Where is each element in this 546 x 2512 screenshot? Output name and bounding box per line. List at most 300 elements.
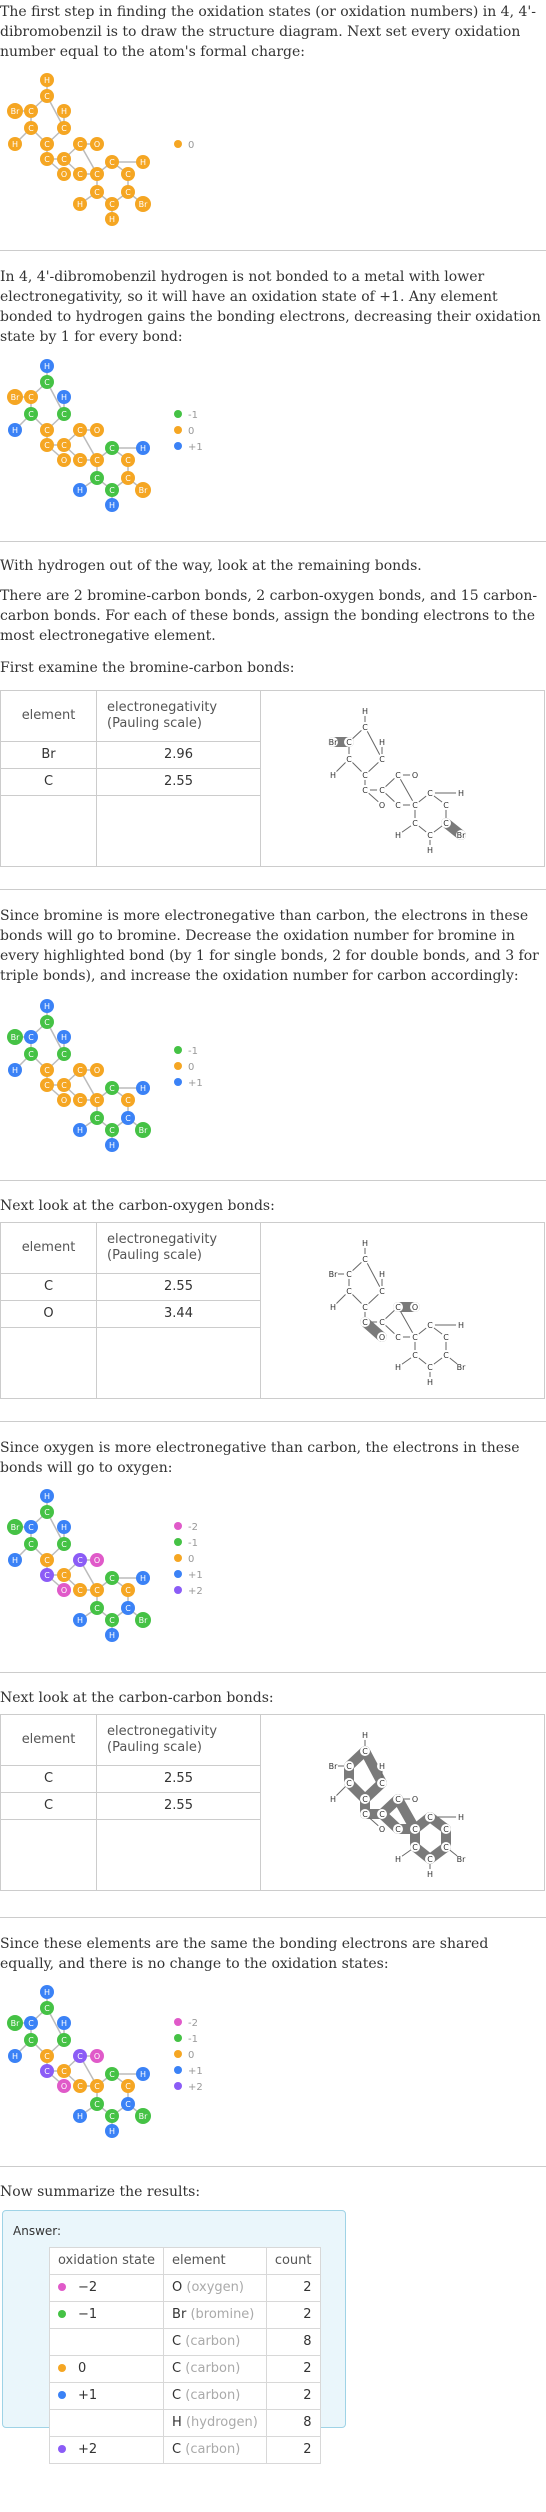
atom-c — [40, 1063, 54, 1077]
legend-label: -1 — [188, 1046, 198, 1057]
atom-h — [73, 2109, 87, 2123]
atom-label: C — [361, 771, 368, 780]
atom-label: C — [94, 2100, 100, 2109]
atom-label: C — [44, 1066, 50, 1075]
divider — [0, 1180, 546, 1181]
atom-label: H — [60, 393, 68, 402]
atom-label: H — [378, 738, 385, 747]
empty-cell — [97, 1820, 261, 1891]
oxidation-state-cell — [50, 2275, 164, 2302]
legend-item — [174, 410, 198, 422]
atom-label: H — [426, 1870, 433, 1879]
legend-dot — [174, 426, 182, 434]
empty-cell — [97, 1328, 261, 1399]
atom-c — [57, 1047, 71, 1061]
atom-label: C — [426, 789, 433, 798]
atom-c — [105, 1081, 119, 1095]
answer-label: Answer: — [13, 2224, 62, 2238]
atom-c — [121, 453, 135, 467]
atom-label: C — [426, 1363, 433, 1372]
atom-label: H — [76, 486, 84, 495]
atom-label: C — [109, 1126, 115, 1135]
atom-h — [8, 423, 22, 437]
atom-c — [121, 1583, 135, 1597]
count-cell: 8 — [266, 2410, 320, 2437]
atom-br — [135, 2108, 151, 2124]
state-dot — [58, 2283, 66, 2291]
atom-label: C — [361, 1255, 368, 1264]
atom-label: C — [44, 2004, 50, 2013]
atom-label: C — [125, 474, 131, 483]
carbon-carbon-table — [0, 1714, 545, 1891]
electronegativity-cell: 2.55 — [97, 1273, 261, 1300]
atom-label: H — [108, 215, 116, 224]
atom-label: C — [378, 1287, 385, 1296]
atom-label: H — [43, 1988, 51, 1997]
legend-label: -1 — [188, 410, 198, 421]
atom-label: C — [109, 158, 115, 167]
atom-c — [121, 1111, 135, 1125]
atom-label: H — [60, 107, 68, 116]
atom-label: C — [28, 2019, 34, 2028]
atom-label: C — [125, 456, 131, 465]
atom-label: C — [94, 1586, 100, 1595]
atom-label: C — [61, 1540, 67, 1549]
structure-diagram-bromine — [0, 990, 170, 1160]
element-symbol: H — [172, 2415, 186, 2430]
atom-label: O — [93, 2052, 101, 2061]
state-label: −1 — [78, 2307, 98, 2322]
legend-label: +1 — [188, 442, 203, 453]
legend-dot — [174, 1522, 182, 1530]
atom-label: C — [109, 1574, 115, 1583]
atom-label: Br — [138, 486, 148, 495]
summary-row — [50, 2383, 321, 2410]
element-name: (bromine) — [190, 2307, 255, 2322]
summary-row — [50, 2302, 321, 2329]
legend-label: +1 — [188, 1078, 203, 1089]
divider — [0, 1672, 546, 1673]
atom-label: C — [28, 1523, 34, 1532]
atom-label: H — [108, 1141, 116, 1150]
electronegativity-cell: 2.55 — [97, 1765, 261, 1792]
atom-label: C — [44, 2052, 50, 2061]
atom-c — [90, 185, 104, 199]
atom-label: H — [108, 501, 116, 510]
atom-label: C — [109, 1084, 115, 1093]
element-cell — [164, 2329, 267, 2356]
atom-label: C — [125, 1114, 131, 1123]
header-electronegativity: electronegativity (Pauling scale) — [97, 691, 261, 742]
summary-header: element — [164, 2248, 267, 2275]
carbon-section — [0, 1934, 546, 1974]
structure-diagram-oxygen — [0, 1480, 170, 1650]
legend-item — [174, 1538, 198, 1550]
atom-label: C — [426, 831, 433, 840]
atom-c — [40, 1505, 54, 1519]
element-symbol: C — [172, 2361, 186, 2376]
atom-c — [121, 1093, 135, 1107]
count-cell: 8 — [266, 2329, 320, 2356]
empty-cell — [1, 796, 97, 867]
atom-h — [8, 1553, 22, 1567]
atom-label: C — [109, 486, 115, 495]
atom-label: C — [394, 1795, 401, 1804]
atom-c — [57, 1568, 71, 1582]
atom-c — [90, 2079, 104, 2093]
atom-c — [73, 1553, 87, 1567]
atom-label: C — [345, 1270, 352, 1279]
atom-label: C — [61, 2036, 67, 2045]
legend-label: +2 — [188, 1586, 203, 1597]
element-name: (carbon) — [185, 2388, 241, 2403]
atom-label: H — [139, 158, 147, 167]
legend-oxygen — [174, 1522, 234, 1612]
legend-bromine — [174, 1046, 234, 1096]
legend-item — [174, 2082, 203, 2094]
atom-h — [40, 73, 54, 87]
atom-label: C — [442, 1351, 449, 1360]
atom-h — [105, 498, 119, 512]
atom-label: Br — [138, 2112, 148, 2121]
atom-label: C — [94, 1096, 100, 1105]
carbon-carbon-intro — [0, 1688, 546, 1708]
atom-label: C — [411, 1351, 418, 1360]
atom-h — [73, 1613, 87, 1627]
summary-row — [50, 2437, 321, 2464]
element-symbol: O — [172, 2280, 187, 2295]
atom-label: Br — [328, 1270, 337, 1279]
atom-label: C — [28, 1033, 34, 1042]
oxidation-state-cell — [50, 2329, 164, 2356]
atom-h — [105, 1628, 119, 1642]
atom-h — [8, 137, 22, 151]
atom-c — [57, 152, 71, 166]
atom-label: C — [28, 1050, 34, 1059]
atom-h — [40, 999, 54, 1013]
element-name: (carbon) — [185, 2361, 241, 2376]
carbon-text: Since these elements are the same the bonding electrons are shared equally, and there is no change to the oxidation states: — [0, 1936, 489, 1972]
atom-label: H — [361, 1731, 368, 1740]
atom-label: H — [76, 1616, 84, 1625]
atom-h — [105, 2124, 119, 2138]
atom-label: C — [442, 1333, 449, 1342]
atom-label: C — [94, 1604, 100, 1613]
atom-c — [40, 2049, 54, 2063]
legend-item — [174, 1078, 203, 1090]
atom-label: C — [44, 92, 50, 101]
atom-label: C — [94, 170, 100, 179]
bromine-section — [0, 906, 546, 986]
atom-h — [136, 155, 150, 169]
atom-label: C — [61, 124, 67, 133]
atom-c — [57, 1078, 71, 1092]
atom-c — [57, 121, 71, 135]
atom-label: C — [61, 441, 67, 450]
atom-label: H — [361, 707, 368, 716]
atom-c — [73, 167, 87, 181]
atom-label: C — [125, 1604, 131, 1613]
atom-label: C — [378, 1779, 385, 1788]
co-intro-text: Next look at the carbon-oxygen bonds: — [0, 1198, 275, 1214]
atom-o — [57, 453, 71, 467]
atom-label: C — [44, 140, 50, 149]
element-cell: C — [1, 768, 97, 795]
electronegativity-cell: 2.55 — [97, 768, 261, 795]
structure-diagram-hydrogen — [0, 350, 170, 520]
atom-label: H — [11, 1556, 19, 1565]
atom-c — [40, 438, 54, 452]
atom-c — [73, 453, 87, 467]
atom-c — [73, 1063, 87, 1077]
element-cell — [164, 2275, 267, 2302]
atom-br — [7, 1029, 23, 1045]
state-label: 0 — [78, 2361, 87, 2376]
atom-label: C — [28, 124, 34, 133]
bond-structure-cell — [261, 1223, 545, 1399]
carbon-oxygen-intro — [0, 1196, 546, 1216]
legend-label: +1 — [188, 1570, 203, 1581]
atom-label: H — [11, 2052, 19, 2061]
atom-label: O — [411, 771, 418, 780]
atom-c — [40, 2064, 54, 2078]
atom-label: H — [43, 76, 51, 85]
atom-label: C — [361, 1318, 368, 1327]
atom-label: H — [60, 1523, 68, 1532]
atom-label: O — [60, 170, 68, 179]
atom-c — [105, 155, 119, 169]
atom-h — [40, 359, 54, 373]
atom-label: Br — [138, 200, 148, 209]
divider — [0, 1421, 546, 1422]
atom-label: H — [394, 1855, 401, 1864]
legend-item — [174, 1522, 198, 1534]
atom-c — [24, 2016, 38, 2030]
legend-dot — [174, 1062, 182, 1070]
atom-c — [73, 137, 87, 151]
summary-header: count — [266, 2248, 320, 2275]
oxidation-state-cell — [50, 2437, 164, 2464]
atom-c — [105, 1613, 119, 1627]
bromine-carbon-table — [0, 690, 545, 867]
state-dot — [58, 2364, 66, 2372]
atom-o — [90, 137, 104, 151]
legend-label: -1 — [188, 2034, 198, 2045]
oxidation-state-cell — [50, 2410, 164, 2437]
atom-label: C — [378, 1810, 385, 1819]
atom-label: C — [125, 170, 131, 179]
atom-label: Br — [456, 831, 465, 840]
atom-label: C — [77, 1066, 83, 1075]
atom-label: C — [442, 1825, 449, 1834]
atom-label: Br — [10, 1523, 20, 1532]
state-label: +2 — [78, 2442, 98, 2457]
element-name: (hydrogen) — [185, 2415, 258, 2430]
atom-c — [40, 89, 54, 103]
atom-h — [105, 212, 119, 226]
atom-label: C — [109, 1616, 115, 1625]
atom-label: C — [411, 1825, 418, 1834]
legend-item — [174, 442, 203, 454]
element-symbol: C — [172, 2388, 186, 2403]
atom-label: O — [60, 456, 68, 465]
atom-label: C — [61, 1081, 67, 1090]
atom-h — [136, 2067, 150, 2081]
summary-section — [0, 2182, 546, 2202]
atom-label: H — [394, 1363, 401, 1372]
element-symbol: C — [172, 2334, 186, 2349]
state-dot — [58, 2445, 66, 2453]
atom-label: C — [28, 1540, 34, 1549]
atom-label: O — [93, 1556, 101, 1565]
legend-dot — [174, 1554, 182, 1562]
element-cell: C — [1, 1765, 97, 1792]
atom-c — [57, 1537, 71, 1551]
legend-label: -2 — [188, 2018, 198, 2029]
atom-label: C — [426, 1321, 433, 1330]
atom-label: H — [378, 1762, 385, 1771]
atom-label: C — [345, 1779, 352, 1788]
atom-label: C — [426, 1813, 433, 1822]
atom-c — [73, 423, 87, 437]
atom-label: C — [394, 1825, 401, 1834]
atom-label: C — [77, 456, 83, 465]
atom-c — [73, 1093, 87, 1107]
count-cell: 2 — [266, 2356, 320, 2383]
electronegativity-cell: 3.44 — [97, 1300, 261, 1327]
atom-label: C — [77, 2082, 83, 2091]
remaining-bonds-text: With hydrogen out of the way, look at the remaining bonds. — [0, 558, 422, 574]
atom-label: C — [61, 155, 67, 164]
atom-label: Br — [10, 393, 20, 402]
atom-label: H — [43, 1002, 51, 1011]
atom-o — [57, 167, 71, 181]
atom-h — [57, 1520, 71, 1534]
legend-dot — [174, 2034, 182, 2042]
atom-h — [8, 2049, 22, 2063]
atom-c — [90, 1601, 104, 1615]
atom-label: H — [139, 1084, 147, 1093]
atom-label: O — [60, 2082, 68, 2091]
atom-label: C — [361, 1795, 368, 1804]
atom-h — [8, 1063, 22, 1077]
legend-item — [174, 1570, 203, 1582]
cc-intro-text: Next look at the carbon-carbon bonds: — [0, 1690, 274, 1706]
atom-label: C — [426, 1855, 433, 1864]
bond-count-text: There are 2 bromine-carbon bonds, 2 carbon-oxygen bonds, and 15 carbon-carbon bonds. For each of these bonds, assign the bonding electrons to the most electronegative element. — [0, 588, 538, 644]
atom-label: H — [76, 200, 84, 209]
atom-c — [73, 1583, 87, 1597]
atom-label: H — [11, 1066, 19, 1075]
atom-label: O — [93, 1066, 101, 1075]
atom-label: O — [378, 1333, 385, 1342]
atom-c — [105, 483, 119, 497]
atom-h — [73, 197, 87, 211]
legend-item — [174, 2018, 198, 2030]
state-dot — [58, 2310, 66, 2318]
atom-label: C — [94, 1114, 100, 1123]
atom-label: H — [60, 1033, 68, 1042]
summary-row — [50, 2410, 321, 2437]
atom-label: H — [108, 1631, 116, 1640]
hydrogen-text: In 4, 4'-dibromobenzil hydrogen is not bonded to a metal with lower electronegativity, so it will have an oxidation state of +1. Any element bonded to hydrogen gains the bonding electrons, decreasing their oxidation state by 1 for every bond: — [0, 269, 541, 345]
atom-c — [24, 1520, 38, 1534]
atom-label: H — [43, 1492, 51, 1501]
atom-label: C — [394, 1333, 401, 1342]
atom-c — [105, 2109, 119, 2123]
atom-label: C — [442, 801, 449, 810]
atom-h — [57, 104, 71, 118]
atom-c — [105, 441, 119, 455]
atom-label: C — [77, 140, 83, 149]
atom-label: H — [139, 1574, 147, 1583]
legend-dot — [174, 2066, 182, 2074]
answer-box — [2, 2210, 346, 2457]
element-cell — [164, 2410, 267, 2437]
atom-label: C — [109, 2112, 115, 2121]
atom-label: C — [361, 723, 368, 732]
oxygen-section — [0, 1438, 546, 1478]
element-name: (carbon) — [185, 2442, 241, 2457]
state-dot — [58, 2391, 66, 2399]
atom-label: C — [345, 1762, 352, 1771]
legend-item — [174, 1586, 203, 1598]
legend-dot — [174, 410, 182, 418]
atom-label: C — [345, 738, 352, 747]
atom-label: H — [11, 140, 19, 149]
atom-c — [105, 1123, 119, 1137]
atom-h — [73, 483, 87, 497]
atom-c — [90, 453, 104, 467]
atom-label: C — [94, 2082, 100, 2091]
atom-c — [90, 1583, 104, 1597]
atom-label: C — [44, 1571, 50, 1580]
atom-c — [73, 2049, 87, 2063]
atom-label: H — [457, 789, 464, 798]
atom-label: O — [411, 1303, 418, 1312]
legend-dot — [174, 1586, 182, 1594]
bond-structure — [318, 695, 488, 855]
atom-c — [105, 1571, 119, 1585]
atom-h — [136, 441, 150, 455]
atom-label: H — [60, 2019, 68, 2028]
legend-formal — [174, 140, 234, 160]
bond-structure-cell — [261, 691, 545, 867]
atom-label: H — [426, 1378, 433, 1387]
atom-label: O — [60, 1096, 68, 1105]
empty-cell — [1, 1328, 97, 1399]
atom-label: C — [125, 1096, 131, 1105]
atom-label: C — [77, 1556, 83, 1565]
atom-label: H — [11, 426, 19, 435]
atom-c — [121, 185, 135, 199]
legend-item — [174, 140, 194, 152]
atom-o — [57, 1093, 71, 1107]
atom-label: H — [76, 1126, 84, 1135]
atom-label: Br — [10, 107, 20, 116]
atom-label: Br — [138, 1616, 148, 1625]
atom-label: C — [109, 200, 115, 209]
atom-br — [135, 1612, 151, 1628]
atom-label: C — [361, 1303, 368, 1312]
summary-header: oxidation state — [50, 2248, 164, 2275]
atom-br — [135, 482, 151, 498]
hydrogen-section — [0, 267, 546, 347]
atom-label: C — [411, 1333, 418, 1342]
atom-label: Br — [10, 2019, 20, 2028]
atom-label: O — [93, 426, 101, 435]
atom-label: C — [44, 1081, 50, 1090]
